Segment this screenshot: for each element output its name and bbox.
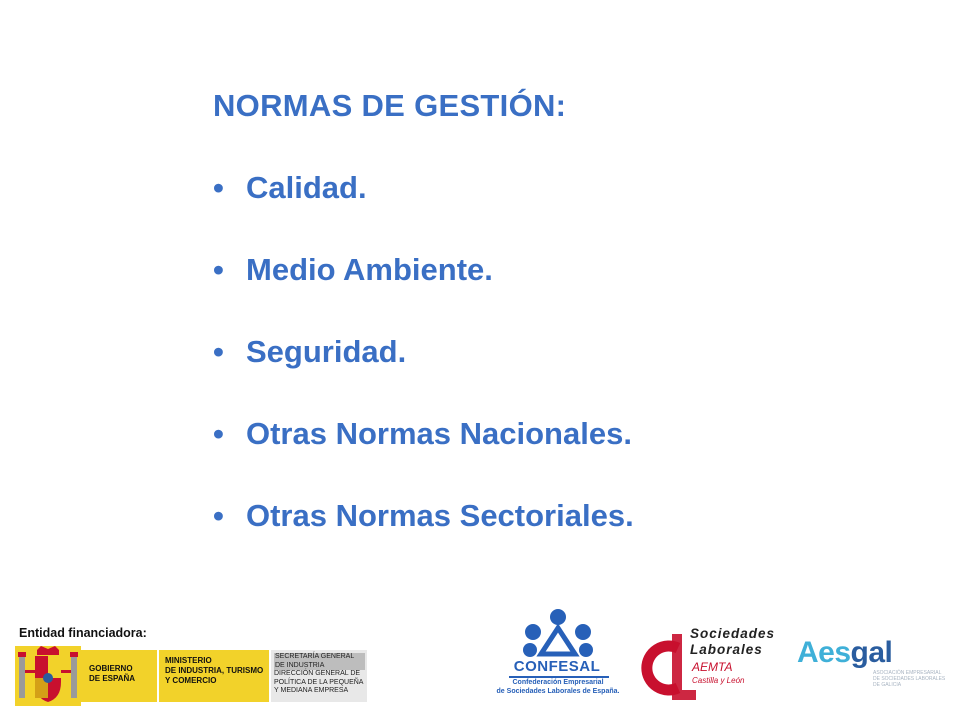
confesal-subtitle: Confederación Empresarial de Sociedades Laborales de España. [496,679,620,695]
aesgal-gal: gal [850,636,893,669]
aemta-line-4: Castilla y León [692,676,745,685]
aemta-line-2: Laborales [690,642,763,657]
bullet-text: Seguridad. [246,334,407,369]
aemta-line-3: AEMTA [692,660,733,674]
gobierno-label: GOBIERNO DE ESPAÑA [81,650,157,702]
bullet-marker: • [213,416,224,451]
aemta-cl-emblem-icon [638,630,698,710]
secretaria-block [271,650,367,702]
bullet-marker: • [213,334,224,369]
secretaria-label: SECRETARÍA GENERAL DE INDUSTRIA [274,653,365,670]
direccion-label: DIRECCIÓN GENERAL DE POLÍTICA DE LA PEQUEÑA Y MEDIANA EMPRESA [274,670,364,695]
aesgal-wordmark [797,636,892,670]
bullet-text: Calidad. [246,170,367,205]
aesgal-aes: Aes [797,636,851,669]
aesgal-tagline: ASOCIACIÓN EMPRESARIAL DE SOCIEDADES LABORALES DE GALICIA [873,670,946,688]
bullet-marker: • [213,170,224,205]
bullet-marker: • [213,498,224,533]
bullet-text: Otras Normas Nacionales. [246,416,632,451]
gobierno-espana-logo [15,646,364,706]
slide-title: NORMAS DE GESTIÓN: [213,88,567,123]
bullet-text: Otras Normas Sectoriales. [246,498,634,533]
bullet-text: Medio Ambiente. [246,252,493,287]
coat-of-arms-icon [15,646,81,706]
funder-label: Entidad financiadora: [19,626,147,640]
bullet-marker: • [213,252,224,287]
aemta-line-1: Sociedades [690,626,776,641]
confesal-emblem-icon [493,608,623,660]
aesgal-logo [797,636,947,696]
confesal-logo [493,608,623,712]
aemta-logo [638,624,788,708]
confesal-name: CONFESAL [513,658,601,675]
ministerio-label: MINISTERIO DE INDUSTRIA, TURISMO Y COMERCIO [159,650,269,702]
